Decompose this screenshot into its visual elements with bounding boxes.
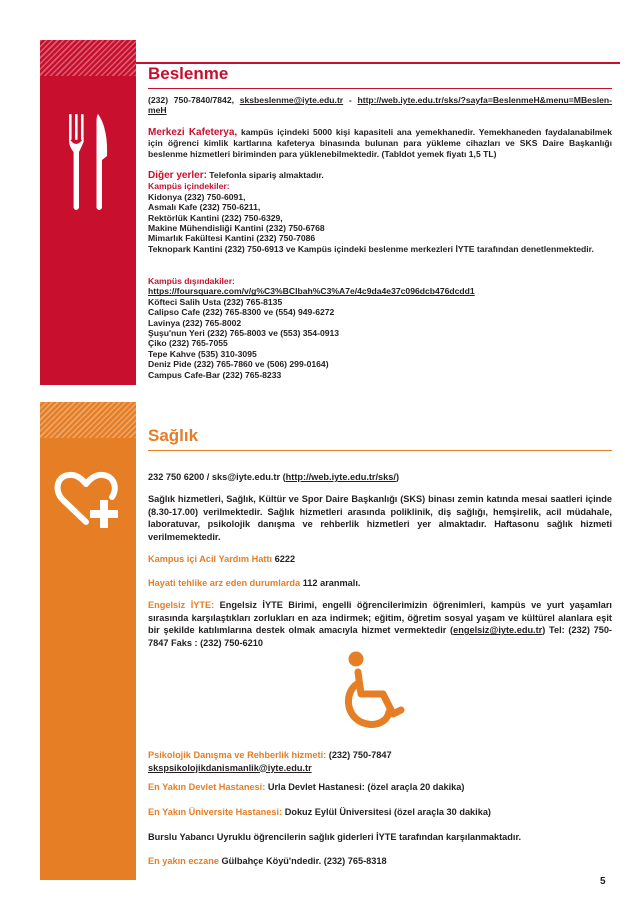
saglik-title-rule	[148, 450, 612, 451]
kampus-disi-item: Calipso Cafe (232) 765-8300 ve (554) 949-6272	[148, 307, 335, 318]
merkezi-label: Merkezi Kafeterya,	[148, 127, 238, 138]
kampus-disi-block	[148, 276, 612, 380]
kampus-ici-item: Rektörlük Kantini (232) 750-6329,	[148, 212, 283, 223]
beslenme-phone: (232) 750-7840/7842,	[148, 95, 240, 105]
beslenme-title: Beslenme	[148, 64, 229, 83]
diger-label: Diğer yerler:	[148, 170, 207, 181]
kampus-ici-item: Kidonya (232) 750-6091,	[148, 191, 246, 202]
beslenme-email-link[interactable]: sksbeslenme@iyte.edu.tr	[239, 95, 344, 105]
diger-text: Telefonla sipariş almaktadır.	[206, 170, 324, 180]
kampus-disi-item: Deniz Pide (232) 765-7860 ve (506) 299-0164)	[148, 359, 329, 370]
psiko-email-link[interactable]: skspsikolojikdanismanlik@iyte.edu.tr	[148, 762, 312, 773]
eczane-value: Gülbahçe Köyü'ndedir. (232) 765-8318	[218, 856, 387, 866]
saglik-color-band	[40, 402, 136, 880]
engelsiz-label: Engelsiz İYTE:	[148, 600, 215, 610]
psiko-block	[148, 749, 612, 774]
kampus-disi-item: Köfteci Salih Usta (232) 765-8135	[148, 296, 283, 307]
hayati-value: 112 aranmalı.	[300, 578, 361, 588]
band-stripes	[40, 402, 136, 438]
kampus-disi-item: Campus Cafe-Bar (232) 765-8233	[148, 369, 282, 380]
universite-hastanesi-line	[148, 806, 612, 819]
kampus-ici-item: Mimarlık Fakültesi Kantini (232) 750-7086	[148, 233, 316, 244]
kampus-ici-item: Teknopark Kantini (232) 750-6913 ve Kampüs içindeki beslenme merkezleri İYTE tarafından denetlenmektedir.	[148, 243, 594, 254]
acil-line	[148, 553, 612, 566]
kampus-disi-item: Şuşu'nun Yeri (232) 765-8003 ve (553) 354-0913	[148, 328, 340, 339]
kampus-ici-item: Makine Mühendisliği Kantini (232) 750-6768	[148, 223, 325, 234]
page-number: 5	[600, 876, 606, 887]
merkezi-text: kampüs içindeki 5000 kişi kapasiteli ana yemekhanedir. Yemekhaneden faydalanabilmek için öğrenci kimlik kartlarına kafeterya binasında bulunan para yükleme cihazları ve SKS Daire Başkanlığı beslenme hizmetleri biriminden para yüklenebilmektedir. (Tabldot yemek fiyatı 1,5 TL)	[148, 127, 612, 159]
devlet-value: Urla Devlet Hastanesi: (özel araçla 20 dakika)	[265, 782, 465, 792]
devlet-hastanesi-line	[148, 781, 612, 794]
saglik-title: Sağlık	[148, 426, 199, 445]
eczane-line	[148, 855, 612, 868]
beslenme-contact	[148, 95, 612, 116]
acil-label: Kampus içi Acil Yardım Hattı	[148, 554, 273, 564]
beslenme-color-band	[40, 40, 136, 385]
kampus-ici-item: Asmalı Kafe (232) 750-6211,	[148, 202, 261, 213]
psiko-value: (232) 750-7847	[326, 750, 392, 760]
saglik-contact-prefix: 232 750 6200 / sks@iyte.edu.tr (	[148, 472, 286, 482]
eczane-label: En yakın eczane	[148, 856, 219, 866]
foursquare-link[interactable]: https://foursquare.com/v/g%C3%BClbah%C3%A7e/4c9da4e37c096dcb476dcdd1	[148, 286, 475, 297]
psiko-label: Psikolojik Danışma ve Rehberlik hizmeti:	[148, 750, 327, 760]
kampus-disi-item: Tepe Kahve (535) 310-3095	[148, 348, 257, 359]
saglik-intro: Sağlık hizmetleri, Sağlık, Kültür ve Spor Daire Başkanlığı (SKS) binası zemin katında mesai saatleri içinde (8.30-17.00) verilmektedir. Sağlık hizmetleri arasında poliklinik, diş sağlığı, hemşirelik, acil müdahale, laboratuvar, psikolojik danışma ve rehberlik hizmetleri yer almaktadır. Haftasonu sağlık hizmeti verilmemektedir.	[148, 494, 612, 542]
merkezi-kafeterya-paragraph	[148, 127, 612, 159]
saglik-contact	[148, 471, 612, 484]
beslenme-url-link[interactable]: http://web.iyte.edu.tr/sks/?sayfa=BeslenmeH&menu=MBeslen-meH	[148, 95, 612, 116]
contact-separator: -	[343, 95, 358, 105]
saglik-contact-suffix: )	[395, 472, 400, 482]
devlet-label: En Yakın Devlet Hastanesi:	[148, 782, 266, 792]
fork-knife-icon	[66, 110, 110, 214]
beslenme-title-rule	[148, 88, 612, 89]
uni-label: En Yakın Üniversite Hastanesi:	[148, 807, 283, 817]
kampus-disi-item: Çiko (232) 765-7055	[148, 338, 228, 349]
diger-yerler-block	[148, 170, 612, 254]
heart-plus-icon	[54, 470, 122, 532]
uni-value: Dokuz Eylül Üniversitesi (özel araçla 30 dakika)	[282, 807, 491, 817]
engelsiz-email-link[interactable]: engelsiz@iyte.edu.tr	[453, 625, 543, 636]
kampus-disi-label: Kampüs dışındakiler:	[148, 276, 235, 286]
band-stripes	[40, 40, 136, 76]
acil-value: 6222	[272, 554, 296, 564]
wheelchair-icon	[343, 650, 407, 734]
hayati-line	[148, 577, 612, 590]
kampus-ici-label: Kampüs içindekiler:	[148, 181, 230, 192]
engelsiz-paragraph	[148, 599, 612, 649]
kampus-disi-item: Lavinya (232) 765-8002	[148, 317, 242, 328]
engelsiz-text: Engelsiz İYTE Birimi, engelli öğrencilerimizin öğrenimleri, kampüs ve yurt yaşamları sırasında karşılaştıkları zorlukları en aza indirmek; eğitim, öğretim sosyal yaşam ve kültürel alanlara eşit bir şekilde katılımlarına destek olmak amacıyla hizmet vermektedir (	[148, 600, 612, 636]
saglik-url-link[interactable]: http://web.iyte.edu.tr/sks/	[285, 472, 396, 482]
engelsiz-tel: ) Tel: (232) 750-7847 Faks : (232) 750-6210	[148, 625, 612, 648]
hayati-label: Hayati tehlike arz eden durumlarda	[148, 578, 301, 588]
burslu-line: Burslu Yabancı Uyruklu öğrencilerin sağlık giderleri İYTE tarafından karşılanmaktadır.	[148, 832, 522, 842]
